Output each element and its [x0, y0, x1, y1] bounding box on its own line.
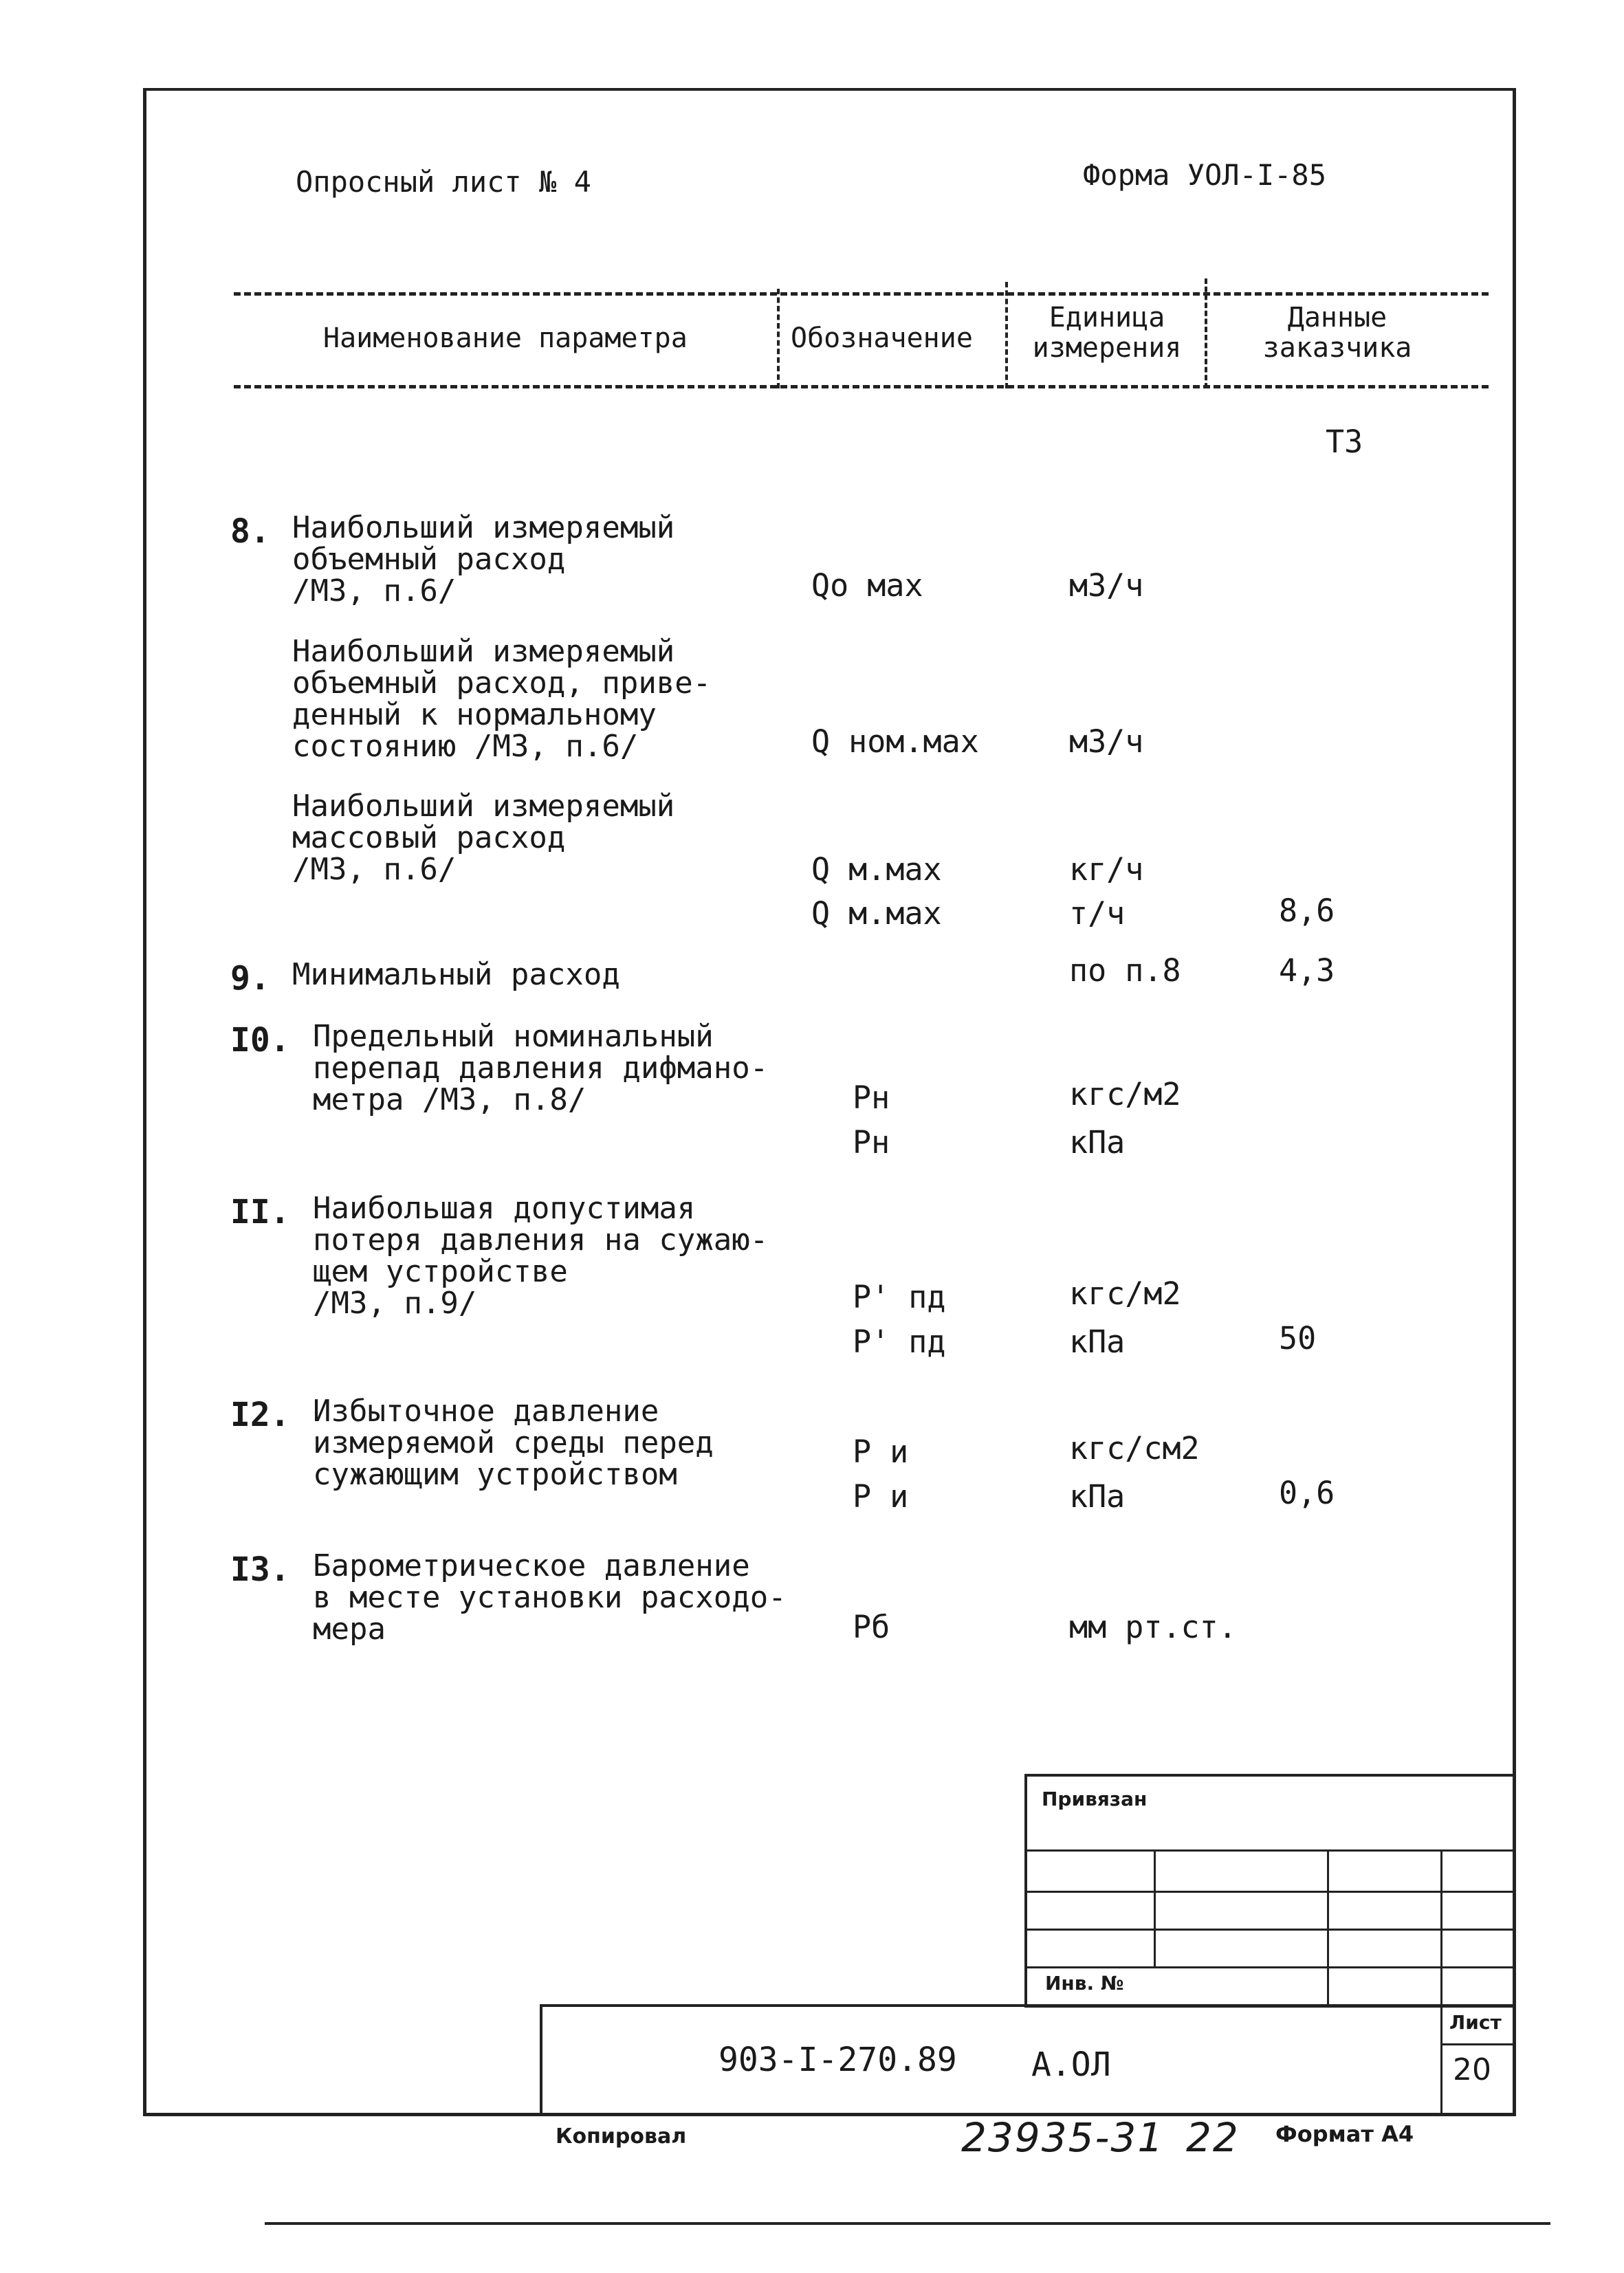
item-number: II.: [230, 1193, 290, 1231]
order-suffix: 22: [1186, 2114, 1240, 2161]
item-number: 8.: [230, 512, 270, 551]
order-number: 23935-31: [961, 2114, 1165, 2161]
item-number: I3.: [230, 1550, 290, 1589]
document-suffix: А.ОЛ: [1031, 2045, 1111, 2084]
param-line: Барометрическое давление: [313, 1548, 750, 1583]
col-head-param: Наименование параметра: [323, 322, 688, 354]
param-line: Наибольшая допустимая: [313, 1191, 696, 1226]
param-line: объемный расход: [292, 542, 566, 577]
param-line: /М3, п.9/: [313, 1286, 477, 1321]
item-number: I0.: [230, 1021, 290, 1059]
symbol: Рн: [853, 1079, 890, 1116]
unit: т/ч: [1069, 895, 1126, 932]
unit: кг/ч: [1069, 851, 1144, 888]
section-code: ТЗ: [1326, 424, 1363, 460]
sheet-row-rule: [1440, 2043, 1516, 2045]
col-divider-1: [777, 289, 780, 388]
param-text: [292, 636, 711, 762]
param-text: [313, 1396, 714, 1491]
param-line: Предельный номинальный: [313, 1019, 714, 1054]
param-line: метра /М3, п.8/: [313, 1082, 586, 1117]
bound-label: Привязан: [1042, 1788, 1148, 1810]
param-text: [292, 959, 620, 991]
sheet-col-rule: [1440, 2004, 1442, 2116]
stamp-col-rule: [1327, 1849, 1329, 2008]
unit: мм рт.ст.: [1069, 1609, 1237, 1645]
symbol: Р' пд: [853, 1279, 946, 1315]
table-header-top-rule: [234, 292, 1489, 296]
param-line: Наибольший измеряемый: [292, 789, 675, 824]
item-number: 9.: [230, 959, 270, 998]
stamp-col-rule: [1440, 1849, 1442, 2008]
col-head-customer: [1220, 303, 1454, 363]
param-line: сужающим устройством: [313, 1457, 677, 1492]
copy-label: Копировал: [556, 2124, 687, 2149]
sheet-label: Лист: [1449, 2011, 1502, 2034]
sheet-title: Опросный лист № 4: [296, 165, 591, 199]
param-text: [292, 791, 674, 886]
symbol: Рн: [853, 1124, 890, 1161]
value: 4,3: [1279, 952, 1335, 989]
col-divider-2: [1005, 282, 1008, 388]
item-number: I2.: [230, 1396, 290, 1434]
value: 50: [1279, 1320, 1317, 1357]
document-code: 903-I-270.89: [718, 2041, 957, 2079]
inv-number-label: Инв. №: [1045, 1972, 1124, 1995]
format-label: Формат А4: [1275, 2121, 1414, 2147]
col-head-customer-line2: заказчика: [1262, 332, 1412, 364]
unit: кПа: [1069, 1124, 1126, 1161]
param-line: перепад давления дифмано-: [313, 1051, 769, 1086]
param-text: [313, 1193, 768, 1319]
col-head-customer-line1: Данные: [1287, 302, 1387, 333]
col-head-unit-line2: измерения: [1032, 332, 1182, 364]
symbol: Q м.мах: [811, 851, 942, 888]
unit: по п.8: [1069, 952, 1181, 989]
param-text: [313, 1021, 768, 1116]
col-head-unit: [1011, 303, 1203, 363]
symbol: Р и: [853, 1478, 909, 1515]
param-line: состоянию /М3, п.6/: [292, 729, 639, 764]
title-block: [540, 2004, 1516, 2116]
value: 0,6: [1279, 1475, 1335, 1511]
param-text: [313, 1550, 787, 1645]
param-text: [292, 512, 674, 607]
param-line: Наибольший измеряемый: [292, 634, 675, 669]
table-header-bottom-rule: [234, 385, 1489, 388]
symbol: Q м.мах: [811, 895, 942, 932]
unit: кПа: [1069, 1478, 1126, 1515]
unit: м3/ч: [1069, 567, 1144, 604]
unit: кгс/см2: [1069, 1430, 1200, 1467]
symbol: Рб: [853, 1609, 890, 1645]
unit: м3/ч: [1069, 723, 1144, 760]
param-line: Наибольший измеряемый: [292, 510, 675, 545]
param-line: Избыточное давление: [313, 1394, 659, 1429]
form-code: Форма УОЛ-I-85: [1083, 158, 1327, 192]
symbol: Р и: [853, 1434, 909, 1470]
unit: кгс/м2: [1069, 1275, 1181, 1312]
param-line: объемный расход, приве-: [292, 666, 712, 701]
param-line: Минимальный расход: [292, 957, 620, 992]
col-head-symbol: Обозначение: [791, 322, 973, 354]
bottom-rule: [265, 2222, 1550, 2225]
symbol: Qо мах: [811, 567, 923, 604]
stamp-col-rule: [1154, 1849, 1156, 1966]
unit: кПа: [1069, 1324, 1126, 1360]
param-line: измеряемой среды перед: [313, 1425, 714, 1460]
col-divider-3: [1205, 278, 1207, 388]
sheet-number: 20: [1453, 2052, 1491, 2087]
param-line: щем устройстве: [313, 1254, 568, 1289]
symbol: Q ном.мах: [811, 723, 979, 760]
param-line: в месте установки расходо-: [313, 1580, 787, 1615]
col-head-unit-line1: Единица: [1049, 302, 1165, 333]
param-line: массовый расход: [292, 820, 566, 855]
param-line: мера: [313, 1612, 386, 1647]
param-line: /М3, п.6/: [292, 573, 457, 608]
param-line: потеря давления на сужаю-: [313, 1222, 769, 1258]
param-line: /М3, п.6/: [292, 852, 457, 887]
param-line: денный к нормальному: [292, 697, 657, 732]
symbol: Р' пд: [853, 1324, 946, 1360]
value: 8,6: [1279, 892, 1335, 929]
unit: кгс/м2: [1069, 1076, 1181, 1112]
